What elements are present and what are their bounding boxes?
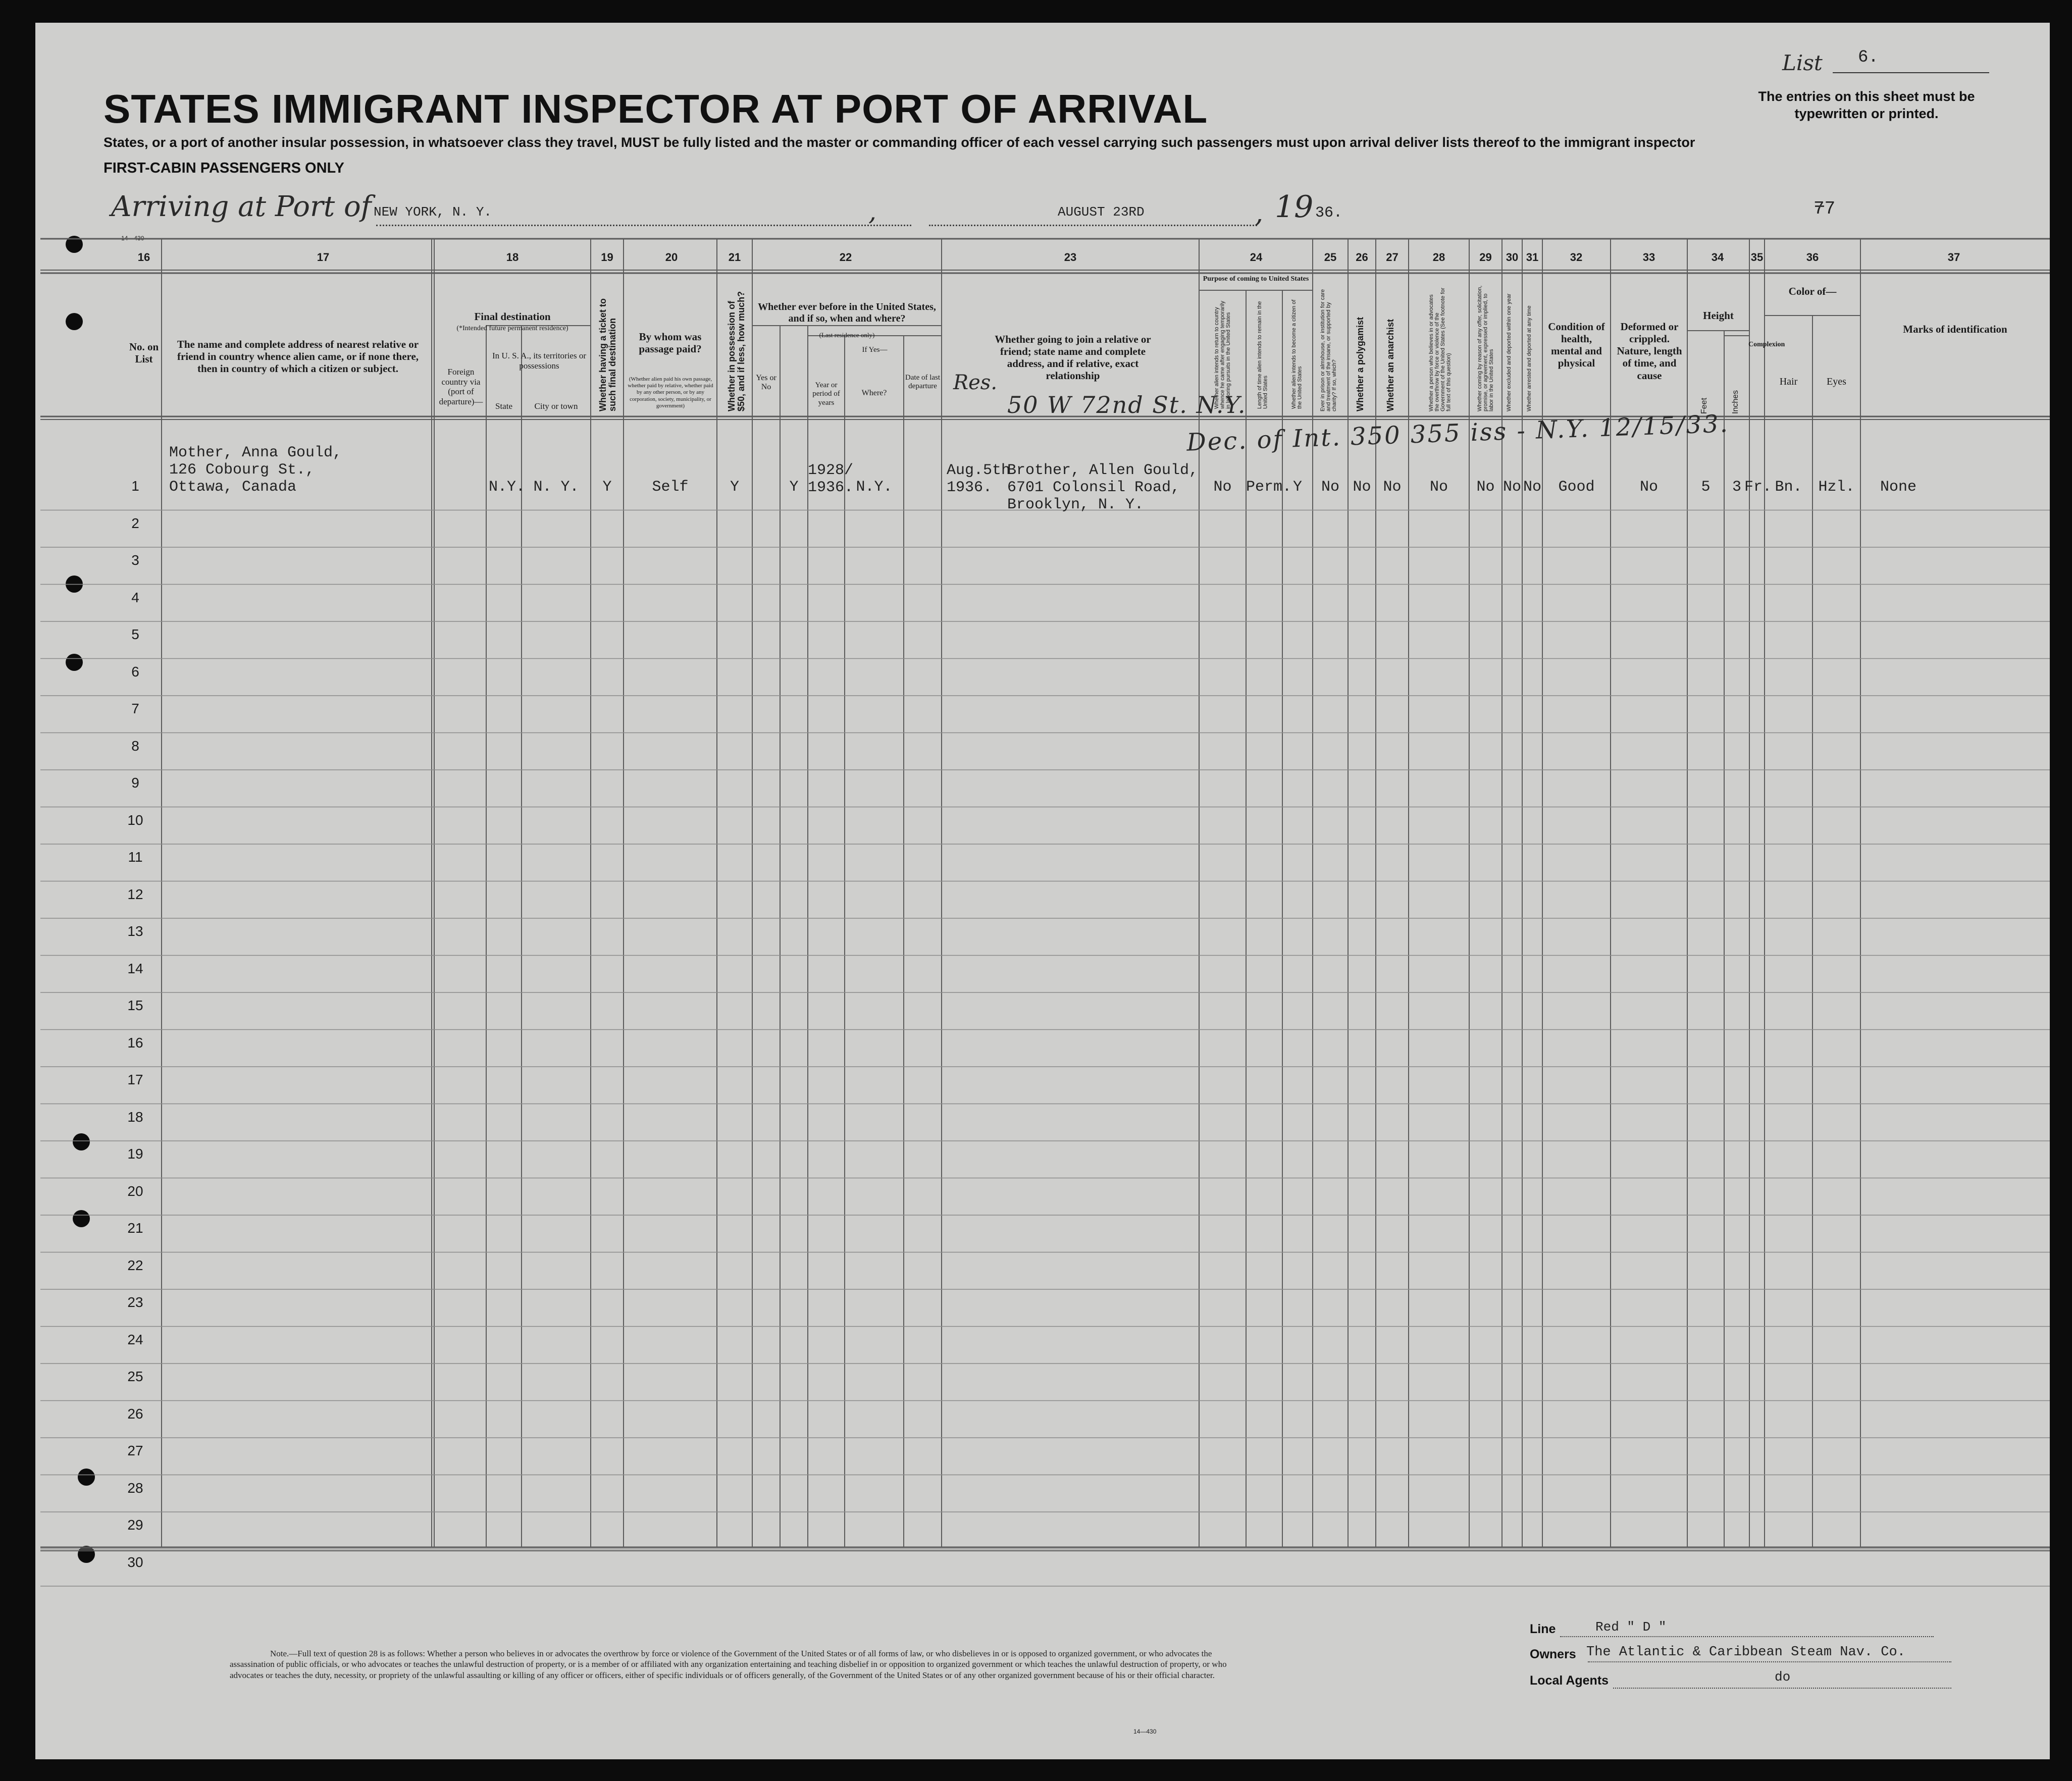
row-number: 27	[127, 1443, 143, 1458]
row-number: 10	[127, 812, 143, 828]
form-number-bottom: 14—430	[1133, 1728, 1157, 1735]
colnum-27: 27	[1386, 251, 1398, 264]
row-number: 1	[131, 478, 139, 494]
entry-eyes: Hzl.	[1818, 479, 1855, 496]
entry-where: N.Y.	[856, 479, 893, 496]
header-ever-before: Whether ever before in the United States, and if so, when and where?	[758, 301, 936, 324]
row-number: 26	[127, 1405, 143, 1422]
header-join-relative: Whether going to join a relative or friend; state name and complete address, and if relative, exact relationship	[995, 333, 1151, 382]
row-number: 3	[131, 552, 139, 568]
header-color-of: Color of—	[1788, 285, 1837, 297]
typewritten-note: The entries on this sheet must be typewritten or printed.	[1758, 89, 1975, 121]
header-yes-no: Yes or No	[756, 374, 776, 392]
entry-prison: No	[1321, 479, 1339, 496]
handwritten-res-label: Res.	[953, 371, 998, 394]
entry-purpose-length: Perm.	[1246, 479, 1292, 496]
entry-date-line2: 1936.	[947, 479, 993, 496]
header-height: Height	[1703, 309, 1734, 322]
footer-line-label: Line	[1530, 1622, 1556, 1636]
header-excluded: Whether excluded and deported within one year	[1506, 293, 1512, 411]
entry-purpose-temp: No	[1213, 479, 1232, 496]
manifest-sheet: List 6. The entries on this sheet must be typewritten or printed. STATES IMMIGRANT INSPECTOR AT PORT OF ARRIVAL States, or a port of another insular possession, in whatsoever class they travel, MUST be fully listed and the master or commanding officer of each vessel carrying such passengers must upon arrival deliver lists thereof to the immigrant inspector FIRST-CABIN PASSENGERS ONLY Arriving at Port of NEW YORK, N. Y. , AUGUST 23RD , 19 36. 77 14—430 16 17 18 19 20 21 22 23 24 25 26 27 28 29 30 31 32 33 34 35 36 37 No. on List The name and complete address of nearest relative or friend in country whence alien came, or if none there, then in country of which a citizen or subject. Final destination (*Intended future permanent residence) Foreign country via (port of departure)— In U. S. A., its territories or possessions State City or town Whether having a ticket to such final destination By whom was passage paid? (Whether alien paid his own passage, whether paid by relative, whether paid by any other person, or by any corporation, society, municipality, or government) Whether in possession of $50, and if less, how much? Whether ever before in the United States, and if so, when and where? (Last residence only) Yes or No If Yes— Year or period of years Where? Date of last departure Whether going to join a relative or friend; state name and complete address, and if relative, exact relationship Purpose of coming to United States Whether alien intends to return to country whence he came after engaging temporarily in laboring pursuits in the United States Length of time alien intends to remain in the United States Whether alien intends to become a citizen of the United States Ever in prison or almshouse, or institution for care and treatment of the insane, or supported by charity? If so, which? Whether a polygamist Whether an anarchist Whether a person who believes in or advocates the overthrow by force or violence of the Government of the United States (See footnote for full text of this question) Whether coming by reason of any offer, solicitation, promise, or agreement, expressed or implied, to labor in the United States Whether excluded and deported within one year Whether arrested and deported at any time Condition of health, mental and physical Deformed or crippled. Nature, length of time, and cause Height Feet Inches Complexion Color of— Hair Eyes Marks of identification 1 2 3 4 5 6 7 8 9 10 11 12 13 14 15 16 17 18 19 20 21 22 23 24 25 26 27 28 29 30 Res. 50 W 72nd St. N.Y. Dec. of Int. 350 355 iss - N.Y. 12/15/33. Mother, Anna Gould, 126 Cobourg St., Ottawa, Canada N.Y. N. Y. Y Self Y Y 1928/ 1936. N.Y. Aug.5th 1936. Brother, Allen Gould, 6701 Colonsil Road, Brooklyn, N. Y. No Perm. Y No No No No No No No Good No 5 3 Fr. Bn. Hzl. None Note.—Full text of question 28 is as follows: Whether a person who believes in or advocates the overthrow by force or violence of the Government of the United States or of all forms of law, or who disbelieves in or is opposed to organized government, or who advocates the assassination of public officials, or who advocates or teaches the unlawful destruction of property, or is a member of or affiliated with any organization entertaining and teaching disbelief in or opposition to organized government or which teaches the unlawful destruction of property, or who advocates or teaches the duty, necessity, or propriety of the unlawful assaulting or killing of any officer or officers, either of specific individuals or of officers generally, of the Government of the United States or of any other organized government because of his or their official character. 14—430 Line Red " D " Owners The Atlantic & Caribbean Steam Nav. Co. Local Agents do	[35, 23, 2050, 1759]
entry-relative-line2: 126 Cobourg St.,	[169, 461, 315, 479]
entry-polygamist: No	[1353, 479, 1371, 496]
handwritten-res-address: 50 W 72nd St. N.Y.	[1007, 391, 1247, 418]
entry-state: N.Y.	[489, 479, 526, 496]
year-suffix: 36.	[1315, 204, 1343, 222]
header-state: State	[495, 401, 512, 411]
entry-excluded: No	[1503, 479, 1521, 496]
row-number: 4	[131, 589, 139, 605]
entry-anarchist: No	[1383, 479, 1402, 496]
header-period: Year or period of years	[812, 381, 840, 407]
row-number: 5	[131, 626, 139, 642]
entry-join-line3: Brooklyn, N. Y.	[1007, 496, 1144, 513]
header-inches: Inches	[1731, 390, 1740, 414]
header-passage-paid-sub: (Whether alien paid his own passage, whether paid by relative, whether paid by any other person, or by any corporation, society, municipality, or government)	[628, 376, 713, 409]
entry-inches: 3	[1732, 479, 1741, 496]
header-purpose-temp: Whether alien intends to return to country whence he came after engaging temporarily in laboring pursuits in the United States	[1214, 300, 1232, 409]
list-label: List	[1782, 50, 1823, 75]
colnum-36: 36	[1806, 251, 1819, 264]
header-in-usa: In U. S. A., its territories or possessions	[492, 351, 587, 371]
list-number: 6.	[1858, 48, 1879, 67]
handwritten-annotation: Dec. of Int. 350 355 iss - N.Y. 12/15/33.	[1186, 409, 1730, 457]
header-last-residence: (Last residence only)	[819, 331, 875, 339]
row-number: 9	[131, 775, 139, 791]
entry-join-line2: 6701 Colonsil Road,	[1007, 479, 1180, 496]
header-city: City or town	[534, 401, 578, 411]
footer-agents-value: do	[1775, 1669, 1791, 1685]
entry-relative-line1: Mother, Anna Gould,	[169, 444, 342, 461]
row-number: 8	[131, 738, 139, 754]
row-number: 13	[127, 923, 143, 939]
header-ticket: Whether having a ticket to such final destination	[598, 298, 617, 411]
header-passage-paid: By whom was passage paid?	[639, 331, 702, 355]
colnum-28: 28	[1432, 251, 1445, 264]
row-number: 16	[127, 1034, 143, 1051]
header-marks: Marks of identification	[1903, 323, 2007, 335]
entry-relative	[169, 444, 342, 496]
page-title: STATES IMMIGRANT INSPECTOR AT PORT OF ARRIVAL	[103, 86, 1208, 131]
entry-join-line1: Brother, Allen Gould,	[1007, 462, 1199, 479]
row-number: 23	[127, 1294, 143, 1310]
entry-marks: None	[1880, 479, 1916, 496]
colnum-17: 17	[317, 251, 330, 264]
row-number: 29	[127, 1517, 143, 1533]
footer-agents-label: Local Agents	[1530, 1673, 1609, 1688]
header-hair: Hair	[1779, 376, 1798, 387]
year-prefix: 19	[1275, 189, 1314, 225]
entry-hair: Bn.	[1775, 479, 1802, 496]
form-number-top: 14—430	[121, 235, 144, 242]
colnum-21: 21	[728, 251, 741, 264]
colnum-22: 22	[839, 251, 852, 264]
header-date-departure: Date of last departure	[905, 374, 941, 391]
entry-date-line1: Aug.5th	[947, 462, 1011, 479]
row-number: 17	[127, 1072, 143, 1087]
header-prison: Ever in prison or almshouse, or institution for care and treatment of the insane, or supported by charity? If so, which?	[1320, 289, 1338, 411]
colnum-16: 16	[137, 251, 150, 264]
page-mark: 77	[1814, 198, 1836, 219]
header-final-destination: Final destination	[474, 310, 551, 323]
header-purpose-citizen: Whether alien intends to become a citizen of the United States	[1291, 299, 1303, 409]
row-number: 22	[127, 1257, 143, 1273]
colnum-23: 23	[1064, 251, 1077, 264]
date-value: AUGUST 23RD	[1058, 204, 1145, 220]
header-purpose-length: Length of time alien intends to remain in the United States	[1257, 301, 1269, 409]
colnum-30: 30	[1506, 251, 1519, 264]
row-number: 28	[127, 1480, 143, 1496]
colnum-32: 32	[1570, 251, 1583, 264]
entry-period-line2: 1936.	[808, 479, 854, 496]
entry-join-relative	[1007, 462, 1198, 513]
row-number: 2	[131, 515, 139, 531]
entry-feet: 5	[1701, 479, 1711, 496]
header-no-on-list: No. on List	[129, 341, 159, 365]
header-complexion: Complexion	[1748, 341, 1785, 348]
arriving-label: Arriving at Port of	[111, 190, 372, 223]
header-deformed: Deformed or crippled. Nature, length of time, and cause	[1617, 321, 1682, 382]
row-number: 21	[127, 1220, 143, 1236]
entry-purpose-citizen: Y	[1292, 479, 1302, 496]
row-number: 19	[127, 1146, 143, 1162]
colnum-29: 29	[1479, 251, 1492, 264]
header-overthrow: Whether a person who believes in or advocates the overthrow by force or violence of the Government of the United States (See footnote for full text of this question)	[1428, 287, 1452, 411]
header-where: Where?	[861, 389, 887, 397]
entry-date-departure	[947, 462, 1010, 496]
row-number: 6	[131, 663, 139, 679]
entry-relative-line3: Ottawa, Canada	[169, 479, 297, 496]
entry-period-line1: 1928/	[808, 462, 854, 479]
colnum-35: 35	[1750, 251, 1764, 264]
entry-has-50: Y	[730, 479, 739, 496]
entry-before-us: Y	[789, 479, 799, 496]
header-nearest-relative: The name and complete address of nearest relative or friend in country whence alien came, or if none there, then in country of which a citizen or subject.	[177, 338, 419, 375]
header-polygamist: Whether a polygamist	[1355, 317, 1365, 411]
row-number: 30	[127, 1554, 143, 1570]
footnote: Note.—Full text of question 28 is as follows: Whether a person who believes in or advocates the overthrow by force or violence of the Government of the United States or of all forms of law, or who disbelieves in or is opposed to organized government, or who advocates the assassination of public officials, or who advocates or teaches the unlawful destruction of property, or is a member of or affiliated with any organization entertaining and teaching disbelief in or opposition to organized government or which teaches the unlawful destruction of property, or who advocates or teaches the duty, necessity, or propriety of the unlawful assaulting or killing of any officer or officers, either of specific individuals or of officers generally, of the Government of the United States or of any other organized government because of his or their official character.	[230, 1649, 1227, 1680]
row-number: 25	[127, 1369, 143, 1384]
colnum-33: 33	[1642, 251, 1655, 264]
subtitle-line1: States, or a port of another insular possession, in whatsoever class they travel, MUST be fully listed and the master or commanding officer of each vessel carrying such passengers must upon arrival deliver lists thereof to the immigrant inspector	[103, 135, 1695, 150]
entry-overthrow: No	[1429, 479, 1448, 496]
colnum-25: 25	[1324, 251, 1337, 264]
header-purpose: Purpose of coming to United States	[1203, 275, 1309, 283]
entry-period	[808, 462, 854, 496]
header-labor-offer: Whether coming by reason of any offer, solicitation, promise, or agreement, expressed or implied, to labor in the United States	[1477, 285, 1495, 411]
colnum-24: 24	[1250, 251, 1263, 264]
colnum-37: 37	[1947, 251, 1960, 264]
row-number: 18	[127, 1109, 143, 1125]
colnum-34: 34	[1711, 251, 1724, 264]
row-number: 14	[127, 960, 143, 976]
entry-deformed: No	[1639, 479, 1658, 496]
row-number: 24	[127, 1331, 143, 1347]
header-if-yes: If Yes—	[862, 346, 888, 354]
colnum-20: 20	[665, 251, 678, 264]
subtitle-line2: FIRST-CABIN PASSENGERS ONLY	[103, 160, 344, 176]
header-arrested: Whether arrested and deported at any time	[1526, 305, 1532, 411]
entry-labor-offer: No	[1476, 479, 1495, 496]
header-foreign-country: Foreign country via (port of departure)—	[439, 367, 483, 406]
footer-owners-label: Owners	[1530, 1647, 1576, 1661]
entry-paid-by: Self	[652, 479, 689, 496]
header-possession-50: Whether in possession of $50, and if less, how much?	[727, 291, 746, 411]
port-value: NEW YORK, N. Y.	[374, 204, 492, 220]
header-feet: Feet	[1700, 397, 1708, 414]
entry-city: N. Y.	[533, 479, 579, 496]
footer-owners-value: The Atlantic & Caribbean Steam Nav. Co.	[1586, 1645, 1905, 1660]
entry-health: Good	[1558, 479, 1595, 496]
entry-ticket: Y	[602, 479, 612, 496]
row-number: 11	[128, 849, 143, 865]
row-number: 12	[127, 886, 143, 902]
header-anarchist: Whether an anarchist	[1385, 319, 1395, 411]
colnum-19: 19	[601, 251, 613, 264]
colnum-26: 26	[1356, 251, 1368, 264]
entry-complexion: Fr.	[1744, 479, 1772, 496]
row-number: 7	[131, 701, 139, 716]
row-number: 20	[127, 1183, 143, 1199]
header-eyes: Eyes	[1827, 376, 1846, 387]
colnum-18: 18	[506, 251, 519, 264]
header-condition: Condition of health, mental and physical	[1548, 321, 1605, 370]
colnum-31: 31	[1526, 251, 1539, 264]
row-number: 15	[127, 998, 143, 1013]
header-final-destination-sub: (*Intended future permanent residence)	[456, 325, 568, 332]
entry-arrested: No	[1523, 479, 1541, 496]
table-grid	[35, 23, 2050, 1759]
footer-line-value: Red " D "	[1595, 1619, 1667, 1635]
